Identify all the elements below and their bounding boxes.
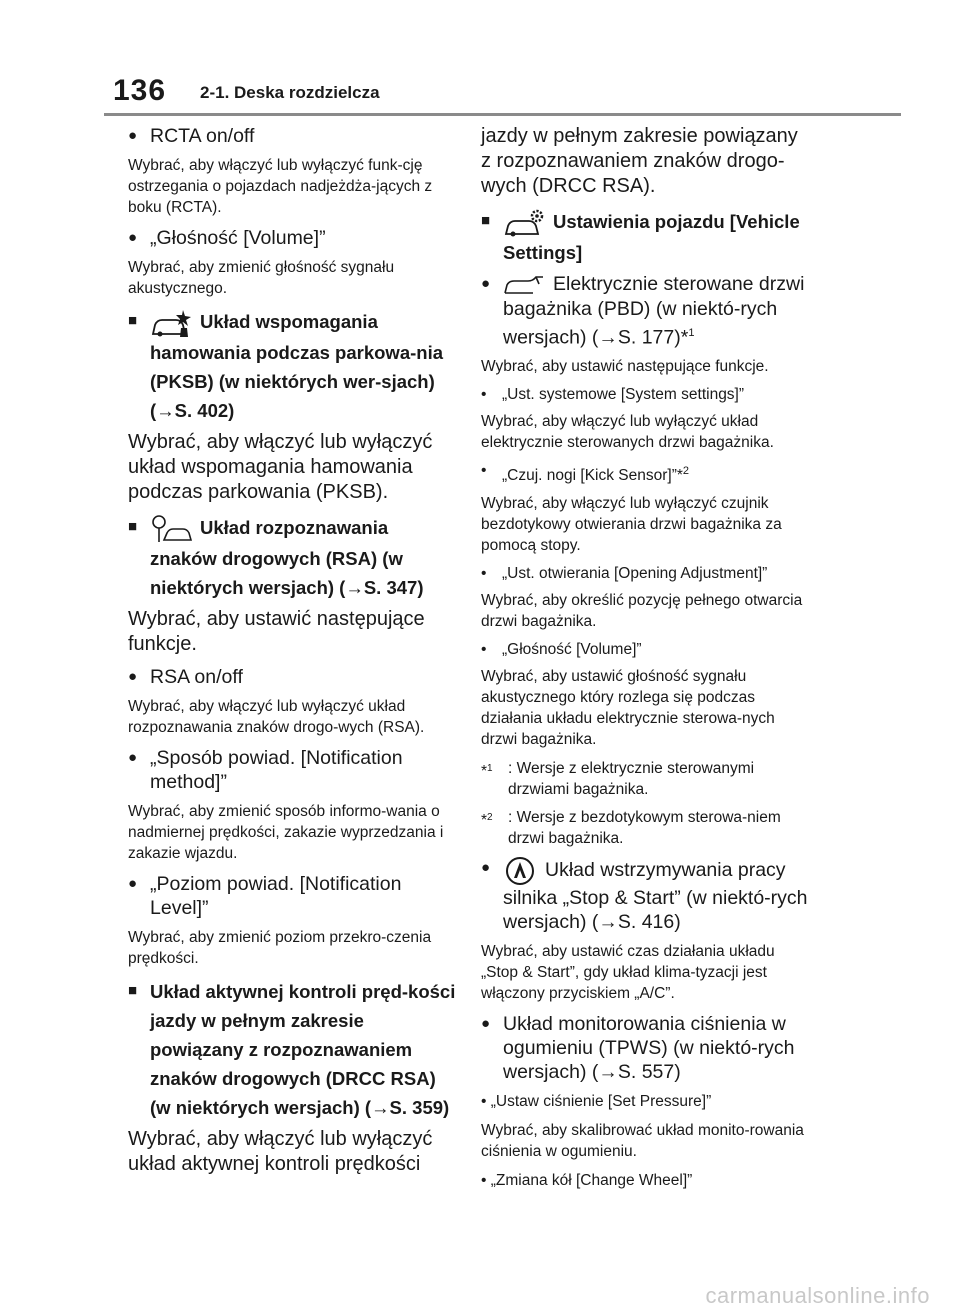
item-volume	[128, 226, 458, 250]
item-vehicle-settings	[481, 207, 811, 267]
circle-bullet: ●	[481, 1014, 491, 1032]
bullet-volume	[481, 640, 811, 660]
tailgate-car-icon	[503, 273, 545, 297]
rsa-onoff-title: RSA on/off	[150, 666, 243, 689]
drcc-continued: jazdy w pełnym zakresie powiązany z rozpoznawaniem znaków drogo-wych (DRCC RSA).	[481, 125, 798, 197]
drcc-heading: Układ aktywnej kontroli pręd-kości jazdy w pełnym zakresie powiązany z rozpoznawaniem znaków drogowych (DRCC RSA) (w niektórych wersjach) (→S. 359)	[150, 981, 456, 1119]
volume-title: „Głośność [Volume]”	[150, 227, 326, 249]
footnote-2-text: : Wersje z bezdotykowym sterowa-niem drzwi bagażnika.	[508, 808, 781, 847]
item-tpws	[481, 1012, 811, 1084]
circle-bullet: ●	[128, 229, 138, 246]
item-method	[128, 746, 458, 794]
item-drcc	[128, 977, 458, 1122]
vehicle-settings-icon	[503, 208, 545, 238]
footnote-star: *	[481, 811, 488, 829]
rsa-heading: Układ rozpoznawania znaków drogowych (RSA) (w niektórych wersjach) (→S. 347)	[150, 517, 424, 599]
stop-start-desc: Wybrać, aby ustawić czas działania układu „Stop & Start”, gdy układ klima-tyzacji jest włączony przyciskiem „A/C”.	[481, 942, 775, 1002]
footnote-ref: 2	[682, 465, 690, 478]
rsa-sign-icon	[150, 514, 192, 544]
pksb-car-icon	[150, 308, 192, 338]
system-settings-desc: Wybrać, aby włączyć lub wyłączyć układ elektrycznie sterowanych drzwi bagażnika.	[481, 413, 774, 452]
footnote-ref: 1	[688, 326, 695, 339]
bullet-system-settings	[481, 385, 811, 405]
item-pbd	[481, 272, 811, 349]
page-number: 136	[113, 74, 167, 107]
circle-bullet: ●	[128, 749, 138, 767]
level-desc: Wybrać, aby zmienić poziom przekro-czenia prędkości.	[128, 929, 432, 968]
circle-bullet: ●	[128, 668, 138, 686]
system-settings-label: „Ust. systemowe [System settings]”	[502, 386, 745, 404]
dot-bullet: •	[481, 386, 487, 404]
rsa-body: Wybrać, aby ustawić następujące funkcje.	[128, 608, 425, 656]
circle-bullet: ●	[128, 127, 138, 144]
circle-bullet: ●	[481, 858, 491, 876]
kick-sensor-label: „Czuj. nogi [Kick Sensor]”*	[502, 467, 683, 485]
set-pressure-label: • „Ustaw ciśnienie [Set Pressure]”	[481, 1092, 712, 1110]
rcta-desc: Wybrać, aby włączyć lub wyłączyć funk-cję ostrzegania o pojazdach nadjeżdża-jących z boku (RCTA).	[128, 157, 433, 216]
volume-desc: Wybrać, aby zmienić głośność sygnału akustycznego.	[128, 259, 395, 297]
dot-bullet: •	[481, 564, 487, 582]
tailgate-volume-desc: Wybrać, aby ustawić głośność sygnału akustycznego który rozlega się podczas działania układu elektrycznie sterowa-nych drzwi bagażnika.	[481, 667, 775, 748]
level-title: „Poziom powiad. [Notification Level]”	[150, 873, 402, 920]
square-bullet: ■	[128, 518, 138, 536]
rsa-onoff-desc: Wybrać, aby włączyć lub wyłączyć układ rozpoznawania znaków drogo-wych (RSA).	[128, 698, 425, 737]
tpws-title: Układ monitorowania ciśnienia w ogumieniu (TPWS) (w niektó-rych wersjach) (→S. 557)	[503, 1012, 795, 1083]
watermark: carmanualsonline.info	[705, 1283, 930, 1308]
footnote-star: *	[481, 762, 488, 780]
section-title: 2-1. Deska rozdzielcza	[200, 83, 380, 102]
footnote-number: 2	[487, 811, 493, 823]
kick-sensor-desc: Wybrać, aby włączyć lub wyłączyć czujnik bezdotykowy otwierania drzwi bagażnika za pomocą stopy.	[481, 494, 782, 554]
pksb-title: Układ wspomagania hamowania podczas parkowa-nia (PKSB) (w niektórych wer-sjach) (→S. 402)	[150, 311, 443, 422]
item-rsa-onoff	[128, 665, 458, 689]
set-pressure-desc: Wybrać, aby skalibrować układ monito-rowania ciśnienia w ogumieniu.	[481, 1121, 804, 1160]
footnote-1	[481, 758, 811, 800]
square-bullet: ■	[481, 212, 491, 229]
opening-adjustment-label: „Ust. otwierania [Opening Adjustment]”	[502, 564, 768, 582]
change-wheel-label: • „Zmiana kół [Change Wheel]”	[481, 1171, 693, 1189]
square-bullet: ■	[128, 312, 138, 329]
footnote-2	[481, 807, 811, 849]
item-rcta	[128, 124, 458, 148]
right-column	[481, 124, 811, 1199]
stop-start-title: Układ wstrzymywania pracy silnika „Stop & Start” (w niektó-rych wersjach) (→S. 416)	[503, 858, 808, 933]
pbd-desc: Wybrać, aby ustawić następujące funkcje.	[481, 358, 769, 376]
pksb-body: Wybrać, aby włączyć lub wyłączyć układ wspomagania hamowania podczas parkowania (PKSB).	[128, 431, 433, 504]
square-bullet: ■	[128, 982, 138, 1000]
footnote-1-text: : Wersje z elektrycznie sterowanymi drzwiami bagażnika.	[508, 759, 755, 798]
item-level	[128, 872, 458, 920]
item-stop-start	[481, 856, 811, 934]
method-title: „Sposób powiad. [Notification method]”	[150, 747, 403, 794]
volume-label: „Głośność [Volume]”	[502, 640, 642, 658]
item-rsa	[128, 513, 458, 602]
page-header	[0, 0, 960, 118]
drcc-body: Wybrać, aby włączyć lub wyłączyć układ aktywnej kontroli prędkości	[128, 1128, 433, 1176]
pbd-title: Elektrycznie sterowane drzwi bagażnika (PBD) (w niektó-rych wersjach) (→S. 177)*	[503, 273, 805, 349]
footnote-number: 1	[487, 762, 493, 774]
rcta-title: RCTA on/off	[150, 125, 255, 147]
dot-bullet: •	[481, 462, 487, 480]
item-pksb	[128, 307, 458, 425]
stop-start-icon	[503, 856, 537, 886]
circle-bullet: ●	[128, 875, 138, 893]
circle-bullet: ●	[481, 275, 491, 293]
left-column	[128, 124, 458, 1185]
opening-adjustment-desc: Wybrać, aby określić pozycję pełnego otwarcia drzwi bagażnika.	[481, 591, 803, 630]
dot-bullet: •	[481, 640, 487, 658]
method-desc: Wybrać, aby zmienić sposób informo-wania o nadmiernej prędkości, zakazie wyprzedzania i zakazie wjazdu.	[128, 803, 444, 863]
bullet-kick-sensor	[481, 461, 811, 486]
header-rule	[104, 113, 901, 116]
bullet-opening-adjustment	[481, 564, 811, 584]
vehicle-settings-heading: Ustawienia pojazdu [Vehicle Settings]	[503, 211, 800, 264]
